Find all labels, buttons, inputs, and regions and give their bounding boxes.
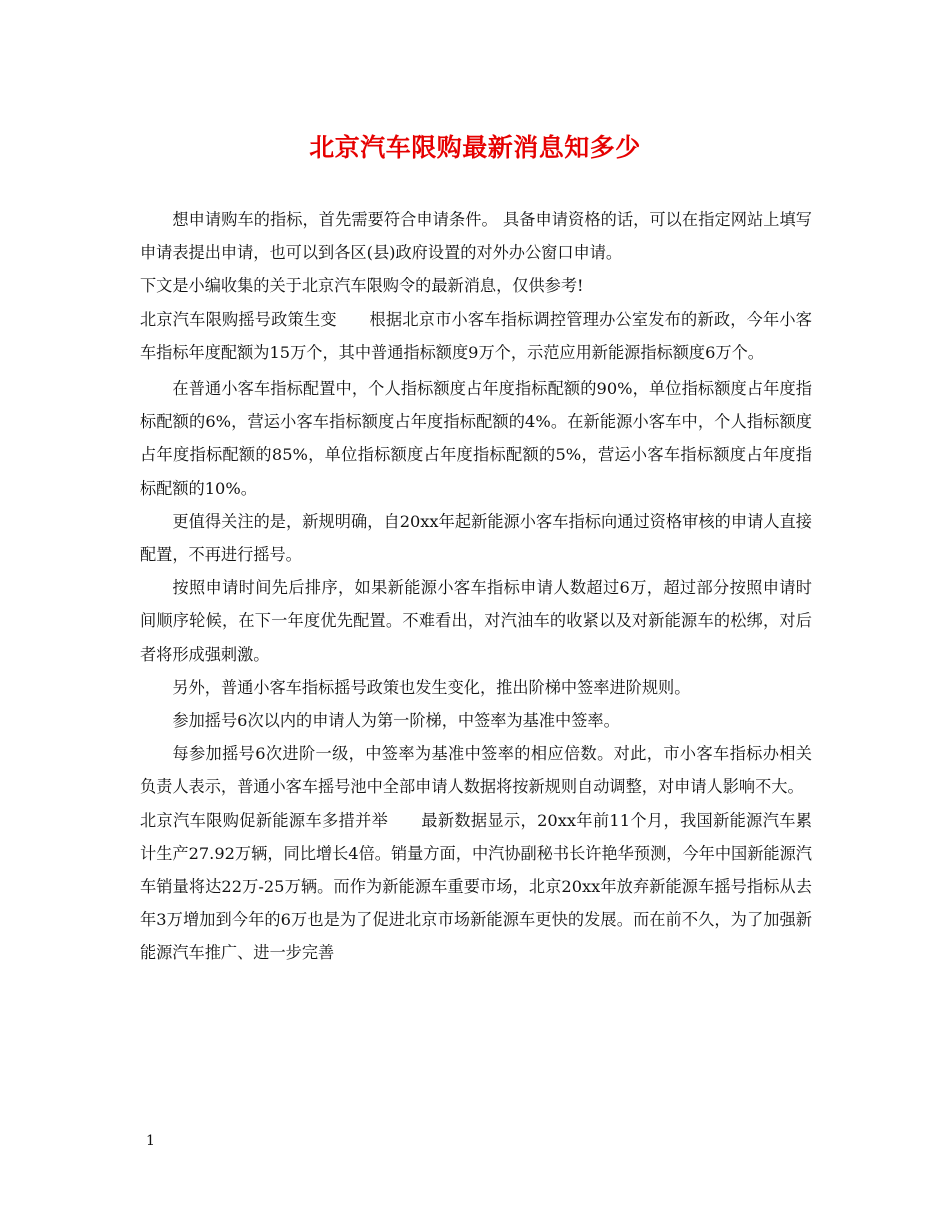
paragraph-progression: 每参加摇号6次进阶一级，中签率为基准中签率的相应倍数。对此，市小客车指标办相关负责人表示，普通小客车摇号池中全部申请人数据将按新规则自动调整，对申请人影响不大。 bbox=[140, 744, 812, 797]
paragraph-intro: 想申请购车的指标，首先需要符合申请条件。 具备申请资格的话，可以在指定网站上填写申请表提出申请，也可以到各区(县)政府设置的对外办公窗口申请。 bbox=[140, 210, 812, 263]
document-body bbox=[140, 203, 812, 970]
paragraph-policy-change: 北京汽车限购摇号政策生变 根据北京市小客车指标调控管理办公室发布的新政，今年小客车指标年度配额为15万个，其中普通指标额度9万个，示范应用新能源指标额度6万个。 bbox=[140, 309, 812, 362]
paragraph-new-energy-measures: 北京汽车限购促新能源车多措并举 最新数据显示，20xx年前11个月，我国新能源汽车累计生产27.92万辆，同比增长4倍。销量方面，中汽协副秘书长许艳华预测，今年中国新能源汽车销量将达22万-25万辆。而作为新能源车重要市场，北京20xx年放弃新能源车摇号指标从去年3万增加到今年的6万也是为了促进北京市场新能源车更快的发展。而在前不久，为了加强新能源汽车推广、进一步完善 bbox=[140, 810, 812, 963]
paragraph-first-ladder: 参加摇号6次以内的申请人为第一阶梯，中签率为基准中签率。 bbox=[172, 711, 620, 731]
page-number: 1 bbox=[146, 1133, 155, 1149]
paragraph-reference: 下文是小编收集的关于北京汽车限购令的最新消息，仅供参考! bbox=[140, 276, 584, 296]
document-title: 北京汽车限购最新消息知多少 bbox=[309, 133, 641, 162]
paragraph-application-order: 按照申请时间先后排序，如果新能源小客车指标申请人数超过6万，超过部分按照申请时间顺序轮候，在下一年度优先配置。不难看出，对汽油车的收紧以及对新能源车的松绑，对后者将形成强刺激。 bbox=[140, 578, 812, 664]
paragraph-ladder-rule: 另外，普通小客车指标摇号政策也发生变化，推出阶梯中签率进阶规则。 bbox=[172, 677, 691, 697]
paragraph-quota-allocation: 在普通小客车指标配置中，个人指标额度占年度指标配额的90%，单位指标额度占年度指标配额的6%，营运小客车指标额度占年度指标配额的4%。在新能源小客车中，个人指标额度占年度指标配额的85%，单位指标额度占年度指标配额的5%，营运小客车指标额度占年度指标配额的10%。 bbox=[140, 379, 812, 498]
paragraph-new-energy-direct-allocation: 更值得关注的是，新规明确，自20xx年起新能源小客车指标向通过资格审核的申请人直接配置，不再进行摇号。 bbox=[140, 511, 812, 565]
